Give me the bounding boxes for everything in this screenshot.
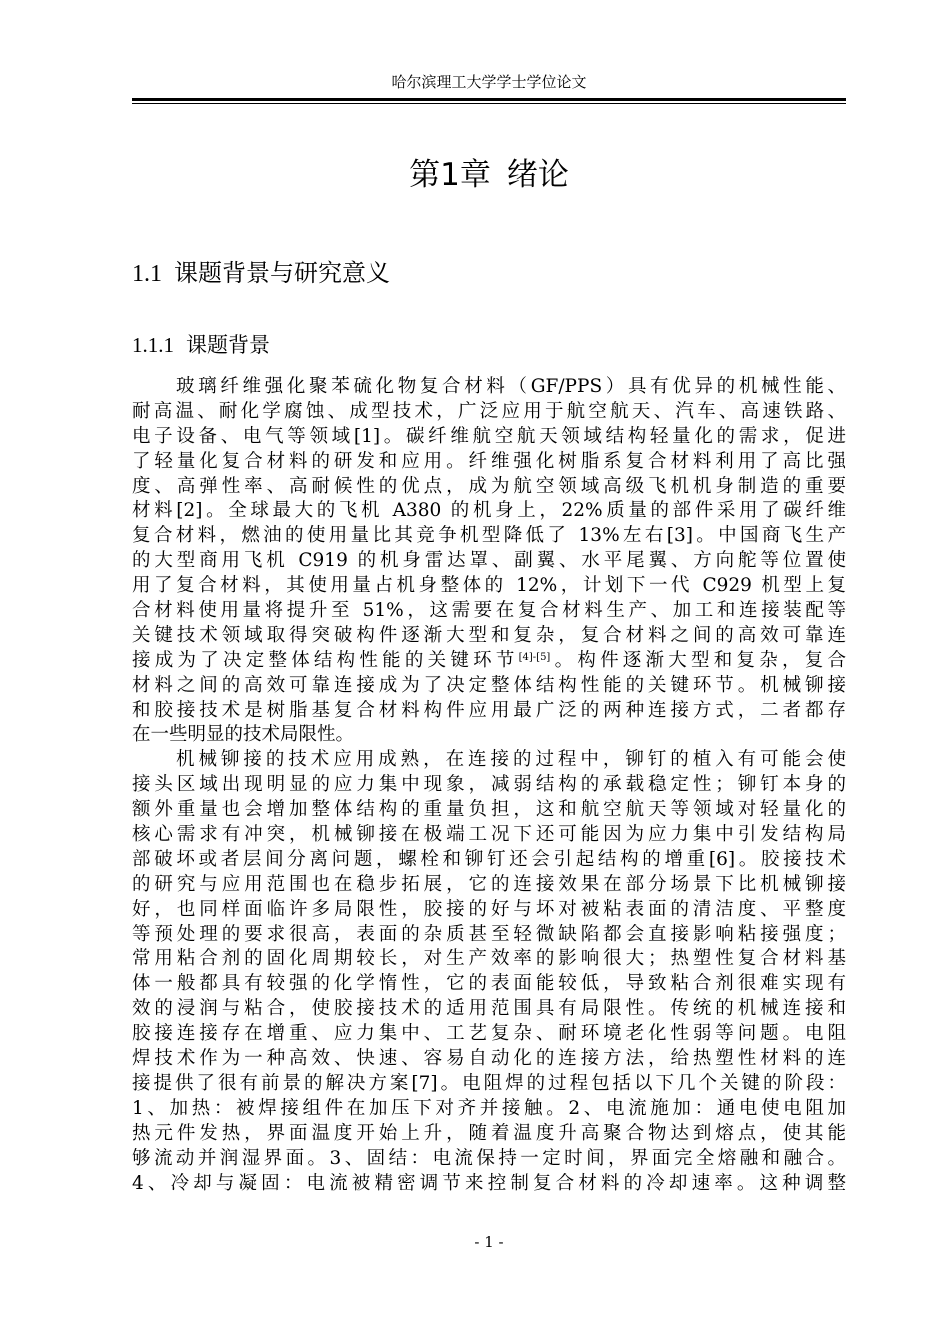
body-text [132,375,846,1196]
paragraph-line: 好，也同样面临许多局限性，胶接的好与坏对被粘表面的清洁度、平整度 [132,898,846,920]
subsection-heading [132,330,270,360]
section-number: 1.1 [132,261,162,287]
subsection-title: 课题背景 [186,333,270,357]
paragraph-line: 效的浸润与粘合，使胶接技术的适用范围具有局限性。传统的机械连接和 [132,998,846,1020]
section-heading [132,257,390,290]
paragraph-line: 机械铆接的技术应用成熟，在连接的过程中，铆钉的植入有可能会使 [176,749,846,771]
paragraph-line: 等预处理的要求很高，表面的杂质甚至轻微缺陷都会直接影响粘接强度； [132,923,846,945]
paragraph-line: 复合材料，燃油的使用量比其竞争机型降低了 13%左右[3]。中国商飞生产 [132,525,846,547]
paragraph-line: 部破坏或者层间分离问题，螺栓和铆钉还会引起结构的增重[6]。胶接技术 [132,848,846,870]
paragraph-line: 核心需求有冲突，机械铆接在极端工况下还可能因为应力集中引发结构局 [132,824,846,846]
chapter-heading [132,155,846,195]
chapter-title: 绪论 [506,157,569,193]
citation-text-after: 。构件逐渐大型和复杂，复合 [550,649,846,671]
paragraph-line: 的大型商用飞机 C919 的机身雷达罩、副翼、水平尾翼、方向舵等位置使 [132,550,846,572]
chapter-label: 第1章 [409,157,491,193]
paragraph-line: 胶接连接存在增重、应力集中、工艺复杂、耐环境老化性弱等问题。电阻 [132,1023,846,1045]
paragraph-line: 4、冷却与凝固：电流被精密调节来控制复合材料的冷却速率。这种调整 [132,1172,846,1194]
paragraph-line: 电子设备、电气等领域[1]。碳纤维航空航天领域结构轻量化的需求，促进 [132,425,846,447]
paragraph-line: 耐高温、耐化学腐蚀、成型技术，广泛应用于航空航天、汽车、高速铁路、 [132,400,846,422]
paragraph-line: 合材料使用量将提升至 51%，这需要在复合材料生产、加工和连接装配等 [132,600,846,622]
page-number: - 1 - [474,1233,504,1251]
paragraph-line: 材料之间的高效可靠连接成为了决定整体结构性能的关键环节。机械铆接 [132,674,846,696]
paragraph-line: 了轻量化复合材料的研发和应用。纤维强化树脂系复合材料利用了高比强 [132,450,846,472]
paragraph-line: 关键技术领域取得突破构件逐渐大型和复杂，复合材料之间的高效可靠连 [132,624,846,646]
paragraph-line: 玻璃纤维强化聚苯硫化物复合材料（GF/PPS）具有优异的机械性能、 [176,376,846,397]
paragraph-line: 额外重量也会增加整体结构的重量负担，这和航空航天等领域对轻量化的 [132,799,846,821]
paragraph-line: 和胶接技术是树脂基复合材料构件应用最广泛的两种连接方式，二者都存 [132,699,846,721]
paragraph-line: 焊技术作为一种高效、快速、容易自动化的连接方法，给热塑性材料的连 [132,1048,846,1070]
paragraph-line-citation [132,649,846,674]
paragraph-line: 常用粘合剂的固化周期较长，对生产效率的影响很大；热塑性复合材料基 [132,948,846,970]
paragraph-line: 用了复合材料，其使用量占机身整体的 12%，计划下一代 C929 机型上复 [132,575,846,597]
paragraph-line: 度、高弹性率、高耐候性的优点，成为航空领域高级飞机机身制造的重要 [132,475,846,497]
paragraph-line: 材料[2]。全球最大的飞机 A380 的机身上，22%质量的部件采用了碳纤维 [132,500,846,522]
paragraph-line: 够流动并润湿界面。3、固结：电流保持一定时间，界面完全熔融和融合。 [132,1147,846,1169]
paragraph-line: 1、加热：被焊接组件在加压下对齐并接触。2、电流施加：通电使电阻加 [132,1097,846,1119]
paragraph-line: 体一般都具有较强的化学惰性，它的表面能较低，导致粘合剂很难实现有 [132,973,846,995]
paragraph-line: 热元件发热，界面温度开始上升，随着温度升高聚合物达到熔点，使其能 [132,1122,846,1144]
section-title: 课题背景与研究意义 [174,259,390,287]
running-header: 哈尔滨理工大学学士学位论文 [391,73,587,91]
header-rule-thick [132,98,846,101]
header-rule-thin [132,103,846,104]
paragraph-line: 接头区域出现明显的应力集中现象，减弱结构的承载稳定性；铆钉本身的 [132,774,846,796]
paragraph-line: 的研究与应用范围也在稳步拓展，它的连接效果在部分场景下比机械铆接 [132,873,846,895]
citation-text-before: 接成为了决定整体结构性能的关键环节 [132,649,519,671]
paragraph-line: 接提供了很有前景的解决方案[7]。电阻焊的过程包括以下几个关键的阶段： [132,1072,846,1094]
citation-superscript: [4]-[5] [518,651,551,663]
subsection-number: 1.1.1 [132,333,174,357]
paragraph-line: 在一些明显的技术局限性。 [132,724,355,746]
